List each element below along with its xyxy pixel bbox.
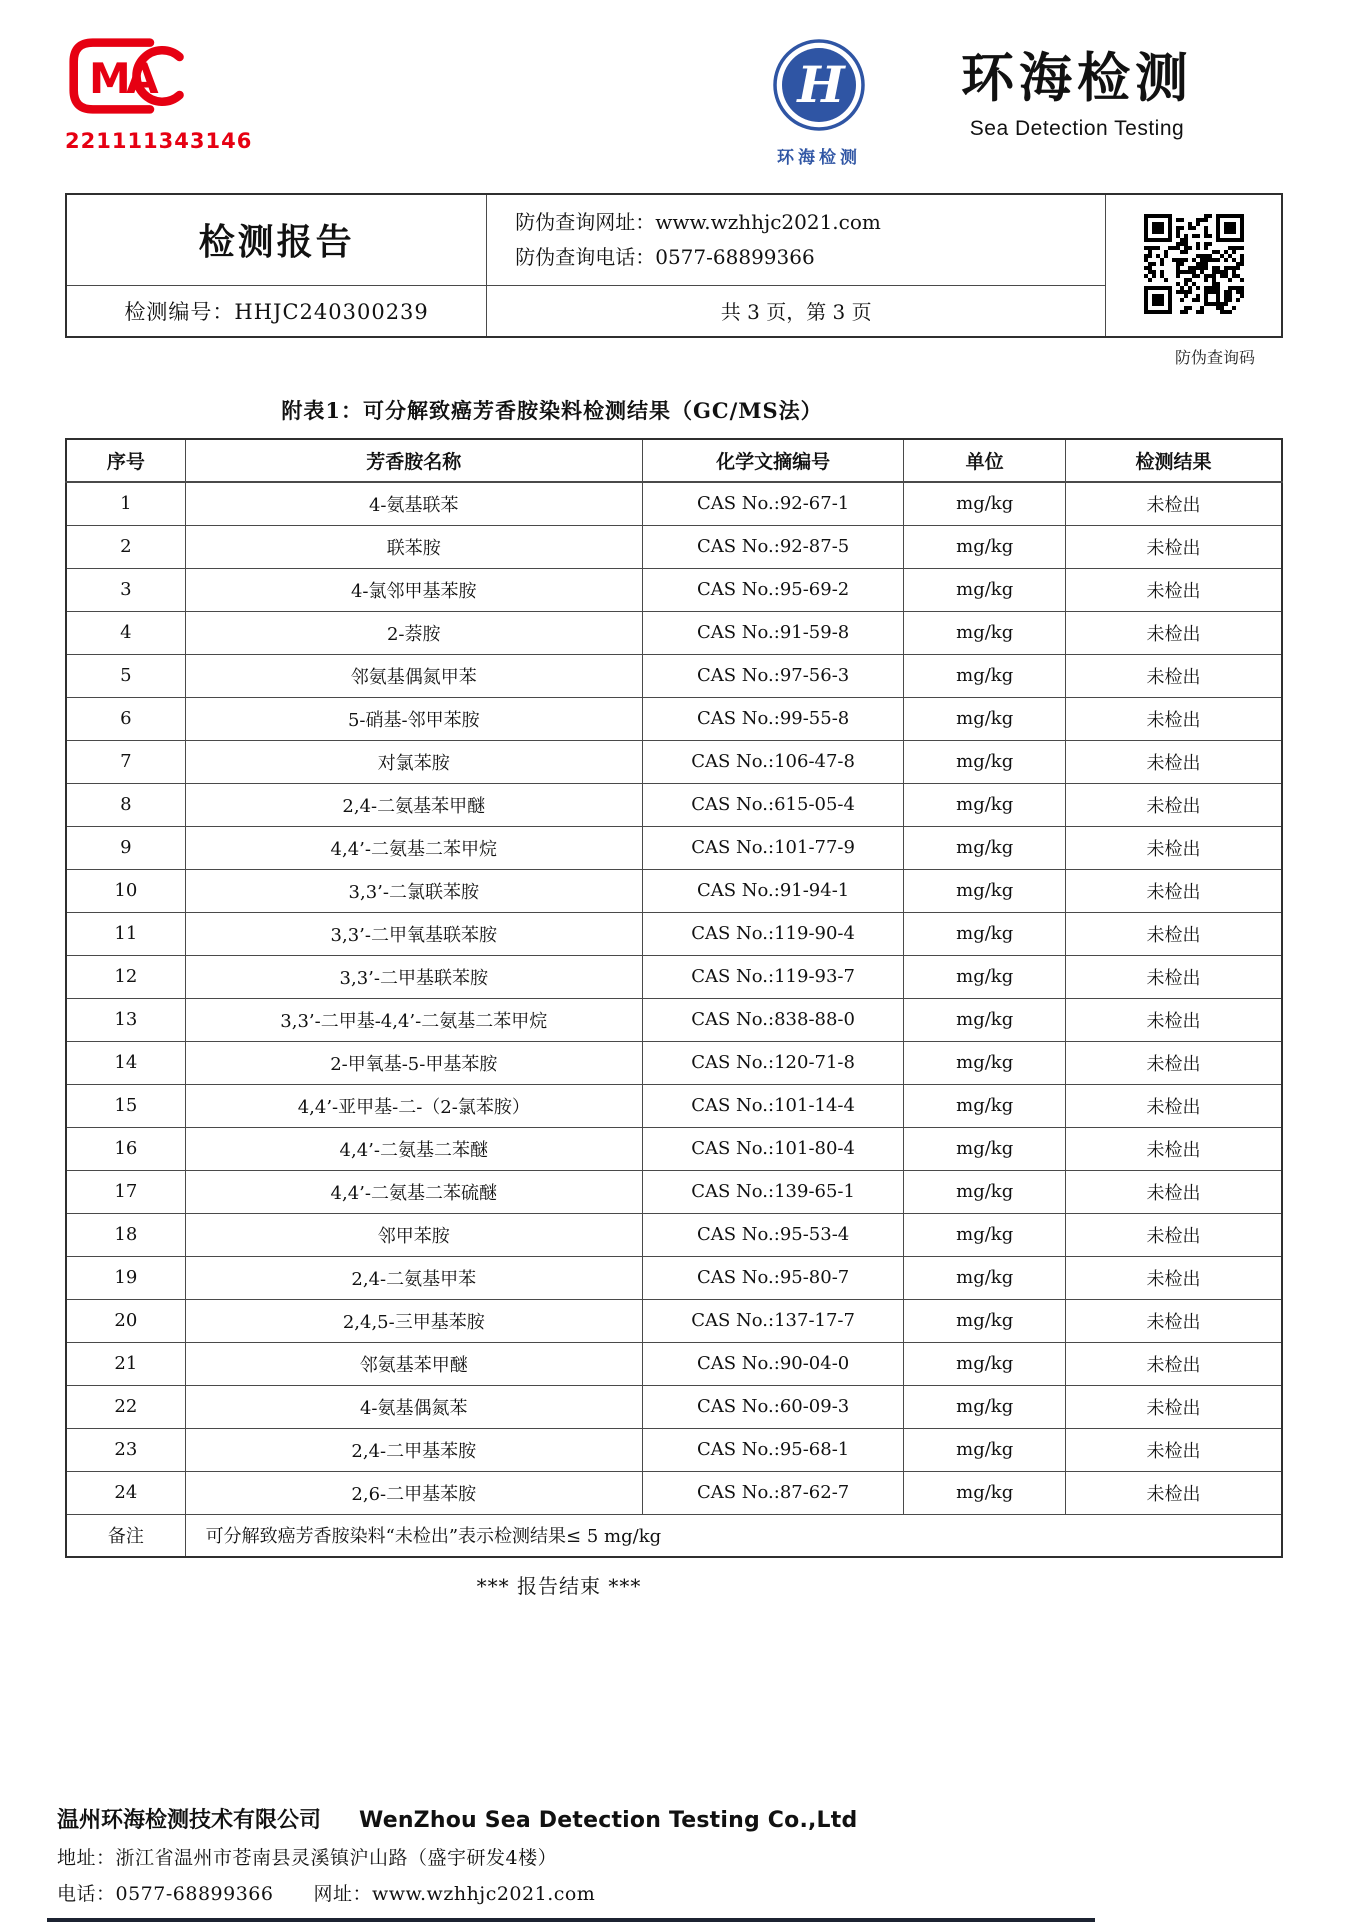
- amine-name: 对氯苯胺: [185, 740, 642, 783]
- table-row: [66, 998, 1282, 1041]
- unit: mg/kg: [904, 998, 1066, 1041]
- unit: mg/kg: [904, 1471, 1066, 1514]
- qr-code: [1140, 210, 1248, 318]
- row-no: 13: [66, 998, 185, 1041]
- anti-fake-info: [487, 194, 1106, 285]
- table-row: [66, 568, 1282, 611]
- table-row: [66, 1170, 1282, 1213]
- row-no: 7: [66, 740, 185, 783]
- footer-contact-line: [57, 1879, 1283, 1906]
- cas-no: CAS No.:120-71-8: [642, 1041, 903, 1084]
- result: 未检出: [1066, 1342, 1282, 1385]
- result: 未检出: [1066, 525, 1282, 568]
- result-table-body: [66, 482, 1282, 1514]
- amine-name: 联苯胺: [185, 525, 642, 568]
- cas-no: CAS No.:838-88-0: [642, 998, 903, 1041]
- row-no: 14: [66, 1041, 185, 1084]
- result: 未检出: [1066, 869, 1282, 912]
- row-no: 18: [66, 1213, 185, 1256]
- cas-no: CAS No.:95-80-7: [642, 1256, 903, 1299]
- result: 未检出: [1066, 611, 1282, 654]
- svg-text:M: M: [88, 54, 131, 104]
- row-no: 17: [66, 1170, 185, 1213]
- row-no: 12: [66, 955, 185, 998]
- amine-name: 2,6-二甲基苯胺: [185, 1471, 642, 1514]
- report-end-mark: *** 报告结束 ***: [476, 1574, 642, 1598]
- unit: mg/kg: [904, 482, 1066, 525]
- note-label: 备注: [66, 1514, 185, 1557]
- footer-phone: 电话：0577-68899366: [57, 1883, 274, 1905]
- cas-no: CAS No.:95-53-4: [642, 1213, 903, 1256]
- result: 未检出: [1066, 1428, 1282, 1471]
- amine-name: 4-氯邻甲基苯胺: [185, 568, 642, 611]
- row-no: 1: [66, 482, 185, 525]
- amine-name: 4,4’-亚甲基-二-（2-氯苯胺）: [185, 1084, 642, 1127]
- table-row: [66, 740, 1282, 783]
- table-row: [66, 1299, 1282, 1342]
- table-title: 附表1：可分解致癌芳香胺染料检测结果（GC/MS法）: [281, 398, 823, 423]
- table-row: [66, 869, 1282, 912]
- row-no: 19: [66, 1256, 185, 1299]
- result: 未检出: [1066, 1170, 1282, 1213]
- cma-block: [65, 35, 253, 153]
- cas-no: CAS No.:106-47-8: [642, 740, 903, 783]
- cas-no: CAS No.:91-59-8: [642, 611, 903, 654]
- row-no: 16: [66, 1127, 185, 1170]
- result: 未检出: [1066, 697, 1282, 740]
- footer: [57, 1803, 1283, 1922]
- unit: mg/kg: [904, 1385, 1066, 1428]
- unit: mg/kg: [904, 1041, 1066, 1084]
- table-row: [66, 697, 1282, 740]
- cas-no: CAS No.:87-62-7: [642, 1471, 903, 1514]
- note-text: 可分解致癌芳香胺染料“未检出”表示检测结果≤ 5 mg/kg: [185, 1514, 1282, 1557]
- cas-no: CAS No.:139-65-1: [642, 1170, 903, 1213]
- report-number: 检测编号：HHJC240300239: [66, 285, 487, 337]
- unit: mg/kg: [904, 697, 1066, 740]
- amine-name: 邻氨基苯甲醚: [185, 1342, 642, 1385]
- unit: mg/kg: [904, 525, 1066, 568]
- result: 未检出: [1066, 826, 1282, 869]
- amine-name: 4-氨基联苯: [185, 482, 642, 525]
- result: 未检出: [1066, 1213, 1282, 1256]
- unit: mg/kg: [904, 611, 1066, 654]
- table-row: [66, 912, 1282, 955]
- amine-name: 邻氨基偶氮甲苯: [185, 654, 642, 697]
- footer-company-cn: 温州环海检测技术有限公司: [57, 1808, 322, 1833]
- unit: mg/kg: [904, 1127, 1066, 1170]
- cas-no: CAS No.:91-94-1: [642, 869, 903, 912]
- unit: mg/kg: [904, 1084, 1066, 1127]
- amine-name: 5-硝基-邻甲苯胺: [185, 697, 642, 740]
- unit: mg/kg: [904, 1170, 1066, 1213]
- note-row: [66, 1514, 1282, 1557]
- footer-company-line: [57, 1803, 1283, 1834]
- row-no: 6: [66, 697, 185, 740]
- column-header: 序号: [66, 439, 185, 482]
- row-no: 23: [66, 1428, 185, 1471]
- unit: mg/kg: [904, 955, 1066, 998]
- result: 未检出: [1066, 740, 1282, 783]
- result: 未检出: [1066, 783, 1282, 826]
- column-header: 化学文摘编号: [642, 439, 903, 482]
- cas-no: CAS No.:95-68-1: [642, 1428, 903, 1471]
- amine-name: 4-氨基偶氮苯: [185, 1385, 642, 1428]
- unit: mg/kg: [904, 783, 1066, 826]
- result: 未检出: [1066, 1084, 1282, 1127]
- unit: mg/kg: [904, 1428, 1066, 1471]
- table-row: [66, 1041, 1282, 1084]
- amine-name: 2-萘胺: [185, 611, 642, 654]
- table-row: [66, 654, 1282, 697]
- table-row: [66, 525, 1282, 568]
- row-no: 5: [66, 654, 185, 697]
- amine-name: 2,4-二氨基甲苯: [185, 1256, 642, 1299]
- footer-company-en: WenZhou Sea Detection Testing Co.,Ltd: [359, 1808, 858, 1833]
- row-no: 20: [66, 1299, 185, 1342]
- row-no: 3: [66, 568, 185, 611]
- cma-logo-icon: [65, 35, 193, 117]
- table-row: [66, 611, 1282, 654]
- result: 未检出: [1066, 1471, 1282, 1514]
- table-row: [66, 1385, 1282, 1428]
- table-header-row: [66, 439, 1282, 482]
- cas-no: CAS No.:137-17-7: [642, 1299, 903, 1342]
- report-title: 检测报告: [66, 194, 487, 285]
- cas-no: CAS No.:101-14-4: [642, 1084, 903, 1127]
- table-row: [66, 826, 1282, 869]
- row-no: 11: [66, 912, 185, 955]
- table-row: [66, 1084, 1282, 1127]
- report-info-table: [65, 193, 1283, 338]
- row-no: 8: [66, 783, 185, 826]
- cas-no: CAS No.:90-04-0: [642, 1342, 903, 1385]
- cas-no: CAS No.:92-67-1: [642, 482, 903, 525]
- brand-name-en: Sea Detection Testing: [969, 116, 1185, 140]
- row-no: 2: [66, 525, 185, 568]
- row-no: 4: [66, 611, 185, 654]
- unit: mg/kg: [904, 826, 1066, 869]
- footer-rule: [47, 1918, 1095, 1922]
- amine-name: 3,3’-二甲基-4,4’-二氨基二苯甲烷: [185, 998, 642, 1041]
- cma-number: 221111343146: [65, 129, 253, 153]
- unit: mg/kg: [904, 1213, 1066, 1256]
- table-row: [66, 1127, 1282, 1170]
- table-row: [66, 482, 1282, 525]
- cas-no: CAS No.:97-56-3: [642, 654, 903, 697]
- table-row: [66, 1256, 1282, 1299]
- result: 未检出: [1066, 1127, 1282, 1170]
- cas-no: CAS No.:60-09-3: [642, 1385, 903, 1428]
- row-no: 24: [66, 1471, 185, 1514]
- row-no: 10: [66, 869, 185, 912]
- qr-cell: [1106, 194, 1282, 337]
- amine-name: 2-甲氧基-5-甲基苯胺: [185, 1041, 642, 1084]
- amine-name: 3,3’-二甲氧基联苯胺: [185, 912, 642, 955]
- amine-name: 2,4,5-三甲基苯胺: [185, 1299, 642, 1342]
- cas-no: CAS No.:92-87-5: [642, 525, 903, 568]
- brand-header: [65, 35, 1283, 167]
- company-logo-icon: [771, 37, 867, 133]
- unit: mg/kg: [904, 654, 1066, 697]
- amine-name: 4,4’-二氨基二苯醚: [185, 1127, 642, 1170]
- column-header: 单位: [904, 439, 1066, 482]
- cas-no: CAS No.:615-05-4: [642, 783, 903, 826]
- unit: mg/kg: [904, 1342, 1066, 1385]
- amine-name: 3,3’-二甲基联苯胺: [185, 955, 642, 998]
- table-row: [66, 1428, 1282, 1471]
- brand-block: [961, 47, 1193, 141]
- amine-name: 邻甲苯胺: [185, 1213, 642, 1256]
- amine-name: 2,4-二氨基苯甲醚: [185, 783, 642, 826]
- result: 未检出: [1066, 955, 1282, 998]
- table-row: [66, 1213, 1282, 1256]
- row-no: 15: [66, 1084, 185, 1127]
- svg-text:H: H: [797, 55, 845, 114]
- column-header: 检测结果: [1066, 439, 1282, 482]
- amine-name: 2,4-二甲基苯胺: [185, 1428, 642, 1471]
- table-row: [66, 783, 1282, 826]
- unit: mg/kg: [904, 740, 1066, 783]
- amine-name: 3,3’-二氯联苯胺: [185, 869, 642, 912]
- cas-no: CAS No.:99-55-8: [642, 697, 903, 740]
- report-info-row-2: [66, 285, 1282, 337]
- unit: mg/kg: [904, 912, 1066, 955]
- page-count: 共 3 页，第 3 页: [487, 285, 1106, 337]
- result: 未检出: [1066, 482, 1282, 525]
- row-no: 22: [66, 1385, 185, 1428]
- cas-no: CAS No.:101-77-9: [642, 826, 903, 869]
- result: 未检出: [1066, 568, 1282, 611]
- result-table: [65, 438, 1283, 1558]
- footer-website: 网址：www.wzhhjc2021.com: [313, 1883, 596, 1905]
- cas-no: CAS No.:101-80-4: [642, 1127, 903, 1170]
- cas-no: CAS No.:119-93-7: [642, 955, 903, 998]
- result: 未检出: [1066, 1299, 1282, 1342]
- column-header: 芳香胺名称: [185, 439, 642, 482]
- row-no: 21: [66, 1342, 185, 1385]
- cas-no: CAS No.:119-90-4: [642, 912, 903, 955]
- company-logo: [769, 37, 869, 168]
- qr-caption: 防伪查询码: [1174, 348, 1255, 367]
- result: 未检出: [1066, 998, 1282, 1041]
- cas-no: CAS No.:95-69-2: [642, 568, 903, 611]
- brand-name-cn: 环海检测: [961, 48, 1193, 109]
- svg-text:A: A: [126, 54, 159, 104]
- unit: mg/kg: [904, 568, 1066, 611]
- anti-fake-phone: 防伪查询电话：0577-68899366: [515, 244, 815, 269]
- amine-name: 4,4’-二氨基二苯硫醚: [185, 1170, 642, 1213]
- row-no: 9: [66, 826, 185, 869]
- result: 未检出: [1066, 1385, 1282, 1428]
- result: 未检出: [1066, 912, 1282, 955]
- anti-fake-url: 防伪查询网址：www.wzhhjc2021.com: [515, 209, 881, 234]
- table-row: [66, 955, 1282, 998]
- table-row: [66, 1471, 1282, 1514]
- report-info-row-1: [66, 194, 1282, 285]
- unit: mg/kg: [904, 869, 1066, 912]
- amine-name: 4,4’-二氨基二苯甲烷: [185, 826, 642, 869]
- result: 未检出: [1066, 1256, 1282, 1299]
- unit: mg/kg: [904, 1256, 1066, 1299]
- footer-address: 地址：浙江省温州市苍南县灵溪镇沪山路（盛宇研发4楼）: [57, 1847, 558, 1869]
- result: 未检出: [1066, 1041, 1282, 1084]
- unit: mg/kg: [904, 1299, 1066, 1342]
- logo-caption: 环海检测: [777, 148, 861, 168]
- result: 未检出: [1066, 654, 1282, 697]
- table-row: [66, 1342, 1282, 1385]
